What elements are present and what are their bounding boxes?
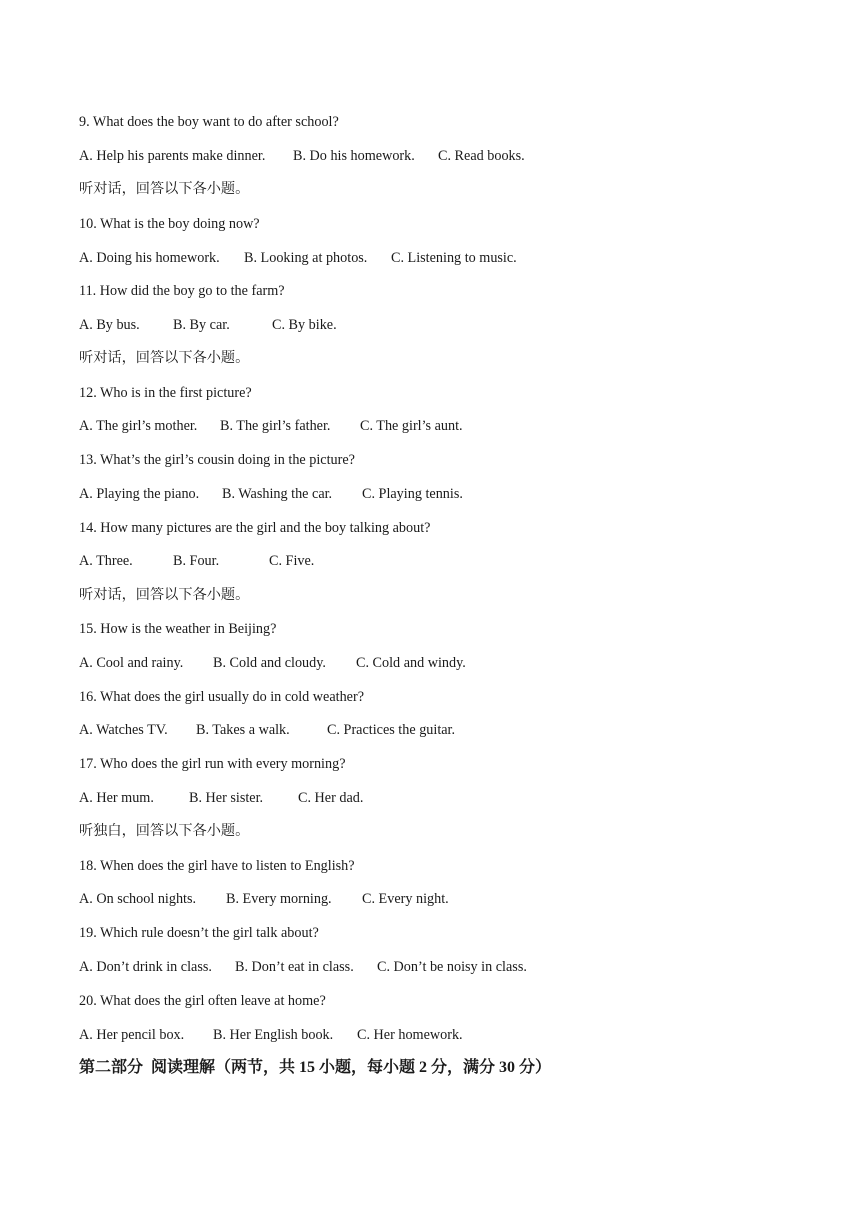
- option-a: A. Doing his homework.: [79, 250, 220, 266]
- option-b: B. Cold and cloudy.: [213, 655, 326, 671]
- question-stem: 20. What does the girl often leave at home?: [79, 993, 326, 1009]
- option-c: C. Playing tennis.: [362, 486, 463, 502]
- question-stem: 19. Which rule doesn’t the girl talk about?: [79, 925, 319, 941]
- question-stem: 12. Who is in the first picture?: [79, 385, 252, 401]
- option-a: A. Her mum.: [79, 790, 154, 806]
- question-stem: 16. What does the girl usually do in cold weather?: [79, 689, 364, 705]
- option-b: B. Looking at photos.: [244, 250, 368, 266]
- instruction: 听对话，回答以下各小题。: [79, 350, 250, 366]
- answer-options: [79, 417, 463, 435]
- option-c: C. Cold and windy.: [356, 655, 466, 671]
- option-a: A. On school nights.: [79, 891, 197, 907]
- option-c: C. Five.: [269, 553, 315, 569]
- option-c: C. Listening to music.: [391, 250, 517, 266]
- option-a: A. Three.: [79, 553, 133, 569]
- answer-options: [79, 958, 527, 976]
- option-b: B. Washing the car.: [222, 486, 333, 502]
- instruction: 听对话，回答以下各小题。: [79, 181, 250, 197]
- option-b: B. Her English book.: [213, 1027, 334, 1043]
- section-heading: 第二部分 阅读理解（两节，共 15 小题，每小题 2 分，满分 30 分）: [79, 1059, 552, 1076]
- answer-options: [79, 485, 463, 503]
- question-stem: 17. Who does the girl run with every morning?: [79, 756, 346, 772]
- option-b: B. Don’t eat in class.: [235, 959, 354, 975]
- instruction: 听对话，回答以下各小题。: [79, 587, 250, 603]
- answer-options: [79, 789, 363, 807]
- instruction: 听独白，回答以下各小题。: [79, 823, 250, 839]
- answer-options: [79, 654, 466, 672]
- option-c: C. By bike.: [272, 317, 337, 333]
- option-b: B. Her sister.: [189, 790, 264, 806]
- question-stem: 18. When does the girl have to listen to English?: [79, 858, 355, 874]
- option-c: C. Every night.: [362, 891, 449, 907]
- question-stem: 11. How did the boy go to the farm?: [79, 283, 285, 299]
- option-a: A. Cool and rainy.: [79, 655, 184, 671]
- answer-options: [79, 552, 314, 570]
- answer-options: [79, 249, 517, 267]
- option-c: C. Practices the guitar.: [327, 722, 456, 738]
- option-b: B. Every morning.: [226, 891, 332, 907]
- answer-options: [79, 1026, 463, 1044]
- option-b: B. By car.: [173, 317, 230, 333]
- option-a: A. Her pencil box.: [79, 1027, 185, 1043]
- option-c: C. Read books.: [438, 148, 525, 164]
- question-stem: 15. How is the weather in Beijing?: [79, 621, 277, 637]
- question-stem: 9. What does the boy want to do after school?: [79, 114, 339, 130]
- answer-options: [79, 721, 455, 739]
- option-c: C. The girl’s aunt.: [360, 418, 463, 434]
- option-b: B. The girl’s father.: [220, 418, 331, 434]
- answer-options: [79, 147, 525, 165]
- option-a: A. Help his parents make dinner.: [79, 148, 266, 164]
- question-stem: 14. How many pictures are the girl and the boy talking about?: [79, 520, 431, 536]
- option-a: A. The girl’s mother.: [79, 418, 198, 434]
- question-stem: 10. What is the boy doing now?: [79, 216, 260, 232]
- option-b: B. Four.: [173, 553, 220, 569]
- option-b: B. Do his homework.: [293, 148, 415, 164]
- question-stem: 13. What’s the girl’s cousin doing in the picture?: [79, 452, 355, 468]
- option-c: C. Her dad.: [298, 790, 364, 806]
- answer-options: [79, 316, 337, 334]
- option-a: A. By bus.: [79, 317, 140, 333]
- answer-options: [79, 890, 449, 908]
- option-a: A. Watches TV.: [79, 722, 168, 738]
- option-c: C. Don’t be noisy in class.: [377, 959, 527, 975]
- option-c: C. Her homework.: [357, 1027, 463, 1043]
- option-a: A. Don’t drink in class.: [79, 959, 212, 975]
- option-a: A. Playing the piano.: [79, 486, 200, 502]
- option-b: B. Takes a walk.: [196, 722, 290, 738]
